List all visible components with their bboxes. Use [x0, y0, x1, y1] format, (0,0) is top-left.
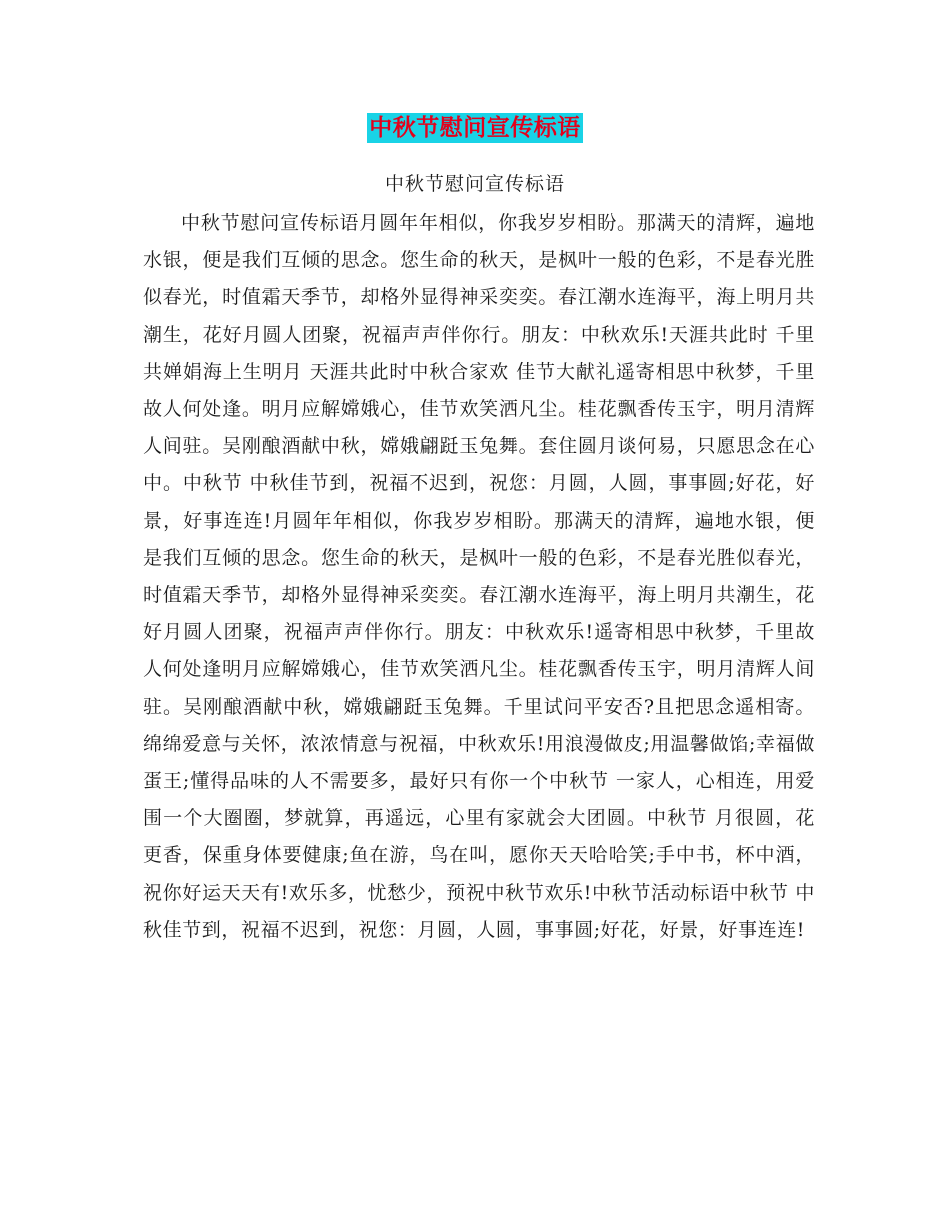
body-paragraph: 中秋节慰问宣传标语月圆年年相似，你我岁岁相盼。那满天的清辉，遍地水银，便是我们互倾的思念。您生命的秋天，是枫叶一般的色彩，不是春光胜似春光，时值霜天季节，却格外显得神采奕奕。春江潮水连海平，海上明月共潮生，花好月圆人团聚，祝福声声伴你行。朋友：中秋欢乐!天涯共此时 千里共婵娟海上生明月 天涯共此时中秋合家欢 佳节大献礼遥寄相思中秋梦，千里故人何处逢。明月应解嫦娥心，佳节欢笑洒凡尘。桂花飘香传玉宇，明月清辉人间驻。吴刚酿酒献中秋，嫦娥翩跹玉兔舞。套住圆月谈何易，只愿思念在心中。中秋节 中秋佳节到，祝福不迟到，祝您：月圆，人圆，事事圆;好花，好景，好事连连!月圆年年相似，你我岁岁相盼。那满天的清辉，遍地水银，便是我们互倾的思念。您生命的秋天，是枫叶一般的色彩，不是春光胜似春光，时值霜天季节，却格外显得神采奕奕。春江潮水连海平，海上明月共潮生，花好月圆人团聚，祝福声声伴你行。朋友：中秋欢乐!遥寄相思中秋梦，千里故人何处逢明月应解嫦娥心，佳节欢笑洒凡尘。桂花飘香传玉宇，明月清辉人间驻。吴刚酿酒献中秋，嫦娥翩跹玉兔舞。千里试问平安否?且把思念遥相寄。绵绵爱意与关怀，浓浓情意与祝福，中秋欢乐!用浪漫做皮;用温馨做馅;幸福做蛋王;懂得品味的人不需要多，最好只有你一个中秋节 一家人，心相连，用爱围一个大圈圈，梦就算，再遥远，心里有家就会大团圆。中秋节 月很圆，花更香，保重身体要健康;鱼在游，鸟在叫，愿你天天哈哈笑;手中书，杯中酒，祝你好运天天有!欢乐多，忧愁少，预祝中秋节欢乐!中秋节活动标语中秋节 中秋佳节到，祝福不迟到，祝您：月圆，人圆，事事圆;好花，好景，好事连连!: [143, 212, 815, 941]
document-title: 中秋节慰问宣传标语: [369, 114, 581, 141]
title-container: [0, 113, 950, 143]
document-subtitle: 中秋节慰问宣传标语: [384, 173, 565, 195]
